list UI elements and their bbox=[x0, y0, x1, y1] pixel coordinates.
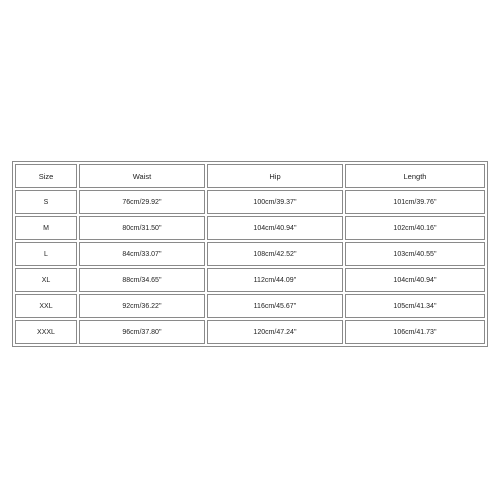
cell-waist: 76cm/29.92'' bbox=[79, 190, 205, 214]
cell-length: 101cm/39.76'' bbox=[345, 190, 485, 214]
cell-waist: 92cm/36.22'' bbox=[79, 294, 205, 318]
cell-size: L bbox=[15, 242, 77, 266]
size-chart-table bbox=[12, 161, 488, 347]
table-row bbox=[15, 294, 485, 318]
cell-hip: 100cm/39.37'' bbox=[207, 190, 343, 214]
cell-waist: 84cm/33.07'' bbox=[79, 242, 205, 266]
cell-size: S bbox=[15, 190, 77, 214]
table-row bbox=[15, 268, 485, 292]
cell-hip: 108cm/42.52'' bbox=[207, 242, 343, 266]
cell-hip: 104cm/40.94'' bbox=[207, 216, 343, 240]
table-row bbox=[15, 190, 485, 214]
table-row bbox=[15, 216, 485, 240]
header-hip: Hip bbox=[207, 164, 343, 188]
cell-waist: 88cm/34.65'' bbox=[79, 268, 205, 292]
cell-size: M bbox=[15, 216, 77, 240]
cell-length: 102cm/40.16'' bbox=[345, 216, 485, 240]
table-row bbox=[15, 320, 485, 344]
cell-hip: 112cm/44.09'' bbox=[207, 268, 343, 292]
cell-size: XXL bbox=[15, 294, 77, 318]
cell-size: XL bbox=[15, 268, 77, 292]
cell-length: 104cm/40.94'' bbox=[345, 268, 485, 292]
cell-length: 106cm/41.73'' bbox=[345, 320, 485, 344]
cell-length: 105cm/41.34'' bbox=[345, 294, 485, 318]
header-size: Size bbox=[15, 164, 77, 188]
cell-hip: 116cm/45.67'' bbox=[207, 294, 343, 318]
table-header-row bbox=[15, 164, 485, 188]
header-waist: Waist bbox=[79, 164, 205, 188]
header-length: Length bbox=[345, 164, 485, 188]
cell-size: XXXL bbox=[15, 320, 77, 344]
cell-length: 103cm/40.55'' bbox=[345, 242, 485, 266]
cell-waist: 96cm/37.80'' bbox=[79, 320, 205, 344]
table-row bbox=[15, 242, 485, 266]
cell-waist: 80cm/31.50'' bbox=[79, 216, 205, 240]
cell-hip: 120cm/47.24'' bbox=[207, 320, 343, 344]
